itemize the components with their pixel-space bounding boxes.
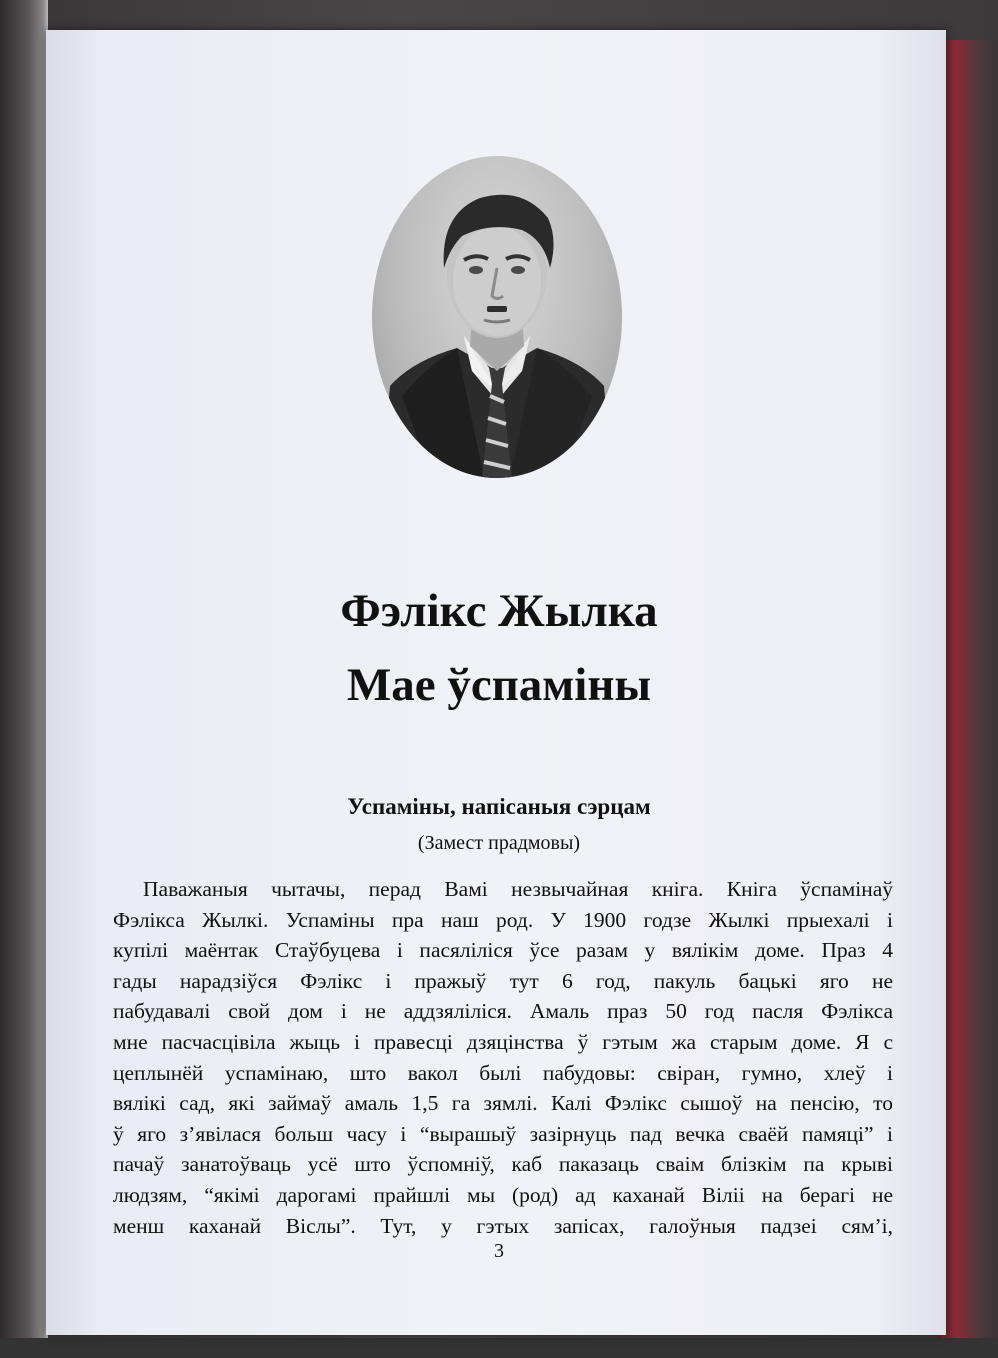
paragraph-line: Паважаныя чытачы, перад Вамі незвычайная кніга. Кніга ўспамінаў <box>143 877 893 901</box>
portrait-photo <box>372 156 622 478</box>
paragraph-line: пачаў занатоўваць усё што ўспомніў, каб паказаць сваім блізкім па крыві <box>113 1152 893 1177</box>
paragraph-line: мне пасчасцівіла жыць і правесці дзяцінства ў гэтым жа старым доме. Я с <box>113 1029 893 1054</box>
paragraph-line: людзям, “якімі дарогамі прайшлі мы (род) ад каханай Віліі на берагі не <box>113 1182 893 1207</box>
paragraph-line: пабудавалі свой дом і не аддзяліліся. Амаль праз 50 год пасля Фэлікса <box>113 999 893 1024</box>
paragraph-line: Фэлікса Жылкі. Успаміны пра наш род. У 1900 годзе Жылкі прыехалі і <box>113 907 893 932</box>
paragraph-line: гады нарадзіўся Фэлікс і пражыў тут 6 год, пакуль бацькі яго не <box>113 968 893 993</box>
section-note: (Замест прадмовы) <box>417 832 581 854</box>
paragraph-line: менш каханай Віслы”. Тут, у гэтых запісах, галоўныя падзеі сям’і, <box>113 1213 893 1238</box>
section-title: Успаміны, напісаныя сэрцам <box>347 794 651 819</box>
book-cover-bottom <box>0 1338 998 1358</box>
paragraph-line: вялікі сад, які займаў амаль 1,5 га зямлі. Калі Фэлікс сышоў на пенсію, то <box>113 1091 893 1116</box>
book-title-author: Фэлікс Жылка <box>340 585 658 637</box>
book-title-name: Мае ўспаміны <box>346 659 652 711</box>
page-number: 3 <box>494 1240 504 1262</box>
paragraph-line: цеплынёй успамінаю, што вакол былі пабудовы: свіран, гумно, хлеў і <box>113 1060 893 1085</box>
paragraph <box>113 874 893 1241</box>
paragraph-line: купілі маёнтак Стаўбуцева і пасяліліся ўсе разам у вялікім доме. Праз 4 <box>113 938 893 963</box>
paragraph-line: ў яго з’явілася больш часу і “вырашыў зазірнуць пад вечка сваёй памяці” і <box>113 1121 893 1146</box>
portrait-illustration <box>372 156 622 478</box>
